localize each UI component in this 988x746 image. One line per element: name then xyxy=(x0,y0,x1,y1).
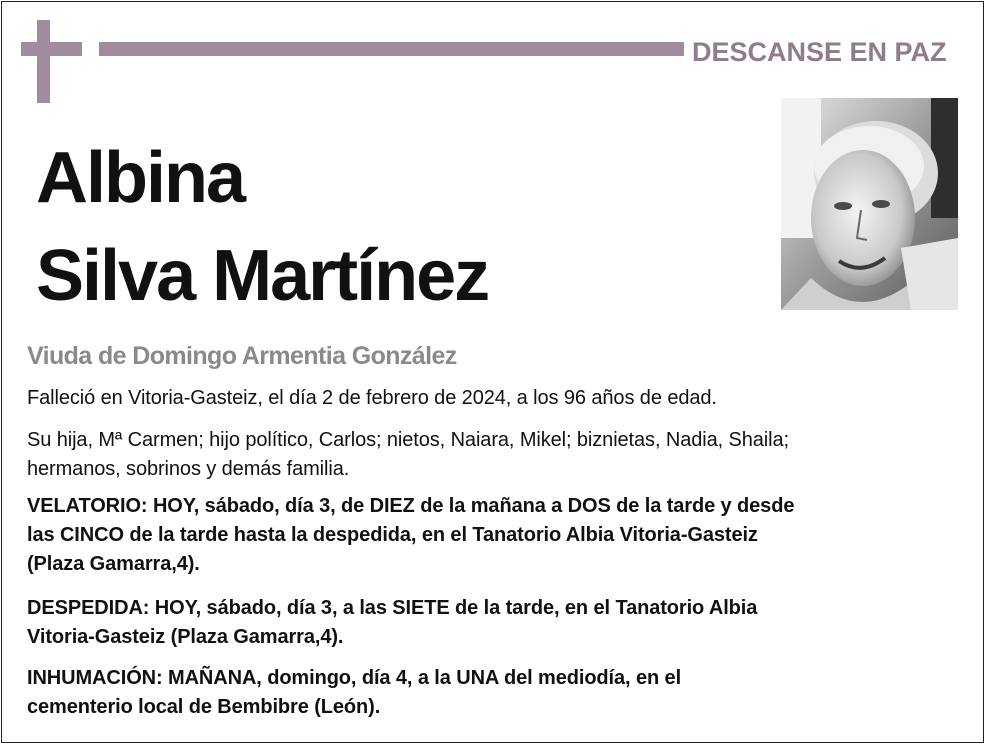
paragraph-line: Su hija, Mª Carmen; hijo político, Carlos; nietos, Naiara, Mikel; biznietas, Nadia, Shaila; xyxy=(27,429,789,451)
family-paragraph xyxy=(27,426,959,484)
portrait-photo-icon xyxy=(781,98,958,310)
inhumacion-paragraph xyxy=(27,664,959,722)
obituary-card xyxy=(1,1,984,743)
portrait-photo xyxy=(781,98,958,310)
header-rule xyxy=(99,42,684,56)
cross-icon-vertical xyxy=(37,20,50,103)
paragraph-line: cementerio local de Bembibre (León). xyxy=(27,696,381,718)
death-notice-paragraph xyxy=(27,384,959,413)
despedida-paragraph xyxy=(27,594,959,652)
deceased-first-name: Albina xyxy=(36,138,245,218)
paragraph-line: DESPEDIDA: HOY, sábado, día 3, a las SIETE de la tarde, en el Tanatorio Albia xyxy=(27,597,758,619)
header-label: DESCANSE EN PAZ xyxy=(692,37,947,67)
paragraph-line: las CINCO de la tarde hasta la despedida, en el Tanatorio Albia Vitoria-Gasteiz xyxy=(27,524,758,546)
paragraph-line: VELATORIO: HOY, sábado, día 3, de DIEZ de la mañana a DOS de la tarde y desde xyxy=(27,495,795,517)
paragraph-line: Falleció en Vitoria-Gasteiz, el día 2 de febrero de 2024, a los 96 años de edad. xyxy=(27,387,717,409)
deceased-surnames: Silva Martínez xyxy=(36,236,489,316)
velatorio-paragraph xyxy=(27,492,959,579)
paragraph-line: INHUMACIÓN: MAÑANA, domingo, día 4, a la UNA del mediodía, en el xyxy=(27,667,682,689)
cross-icon-horizontal xyxy=(21,42,82,56)
widow-of-line: Viuda de Domingo Armentia González xyxy=(27,342,457,370)
paragraph-line: Vitoria-Gasteiz (Plaza Gamarra,4). xyxy=(27,626,344,648)
paragraph-line: (Plaza Gamarra,4). xyxy=(27,553,200,575)
paragraph-line: hermanos, sobrinos y demás familia. xyxy=(27,458,350,480)
